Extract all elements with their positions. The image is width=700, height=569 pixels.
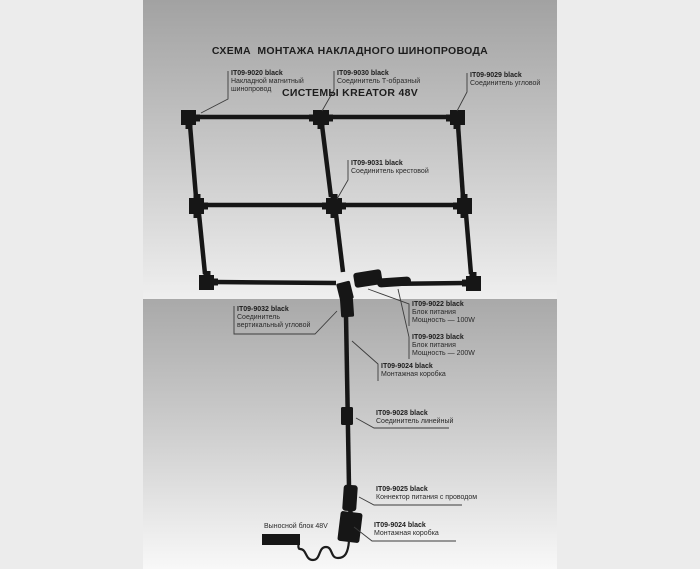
part-label-9020 xyxy=(231,70,304,94)
linear-connector xyxy=(341,407,353,425)
part-desc: Соединитель xyxy=(237,314,280,321)
vertical-corner-connector xyxy=(336,281,354,318)
part-label-9032 xyxy=(237,306,310,330)
part-desc: Накладной магнитный xyxy=(231,78,304,85)
power-feed-connector xyxy=(342,485,358,512)
part-label-9022 xyxy=(412,301,475,325)
external-driver-block xyxy=(262,534,300,545)
part-desc: вертикальный угловой xyxy=(237,322,311,329)
part-desc: Мощность — 100W xyxy=(412,317,475,324)
supply-cable xyxy=(298,541,349,560)
part-code: IT09-9024 black xyxy=(374,522,426,529)
part-desc: Выносной блок 48V xyxy=(264,523,328,530)
part-code: IT09-9032 black xyxy=(237,306,289,313)
page-title-line2: СИСТЕМЫ KREATOR 48V xyxy=(281,87,419,99)
corner-connector-bottom-left xyxy=(199,271,218,290)
part-desc: Монтажная коробка xyxy=(381,371,446,378)
part-label-9025 xyxy=(376,486,477,502)
part-label-9024-top xyxy=(381,363,446,379)
part-desc: Блок питания xyxy=(412,342,456,349)
part-desc: Соединитель угловой xyxy=(470,80,541,87)
part-label-9031 xyxy=(351,160,429,176)
part-desc: Блок питания xyxy=(412,309,456,316)
part-desc: Монтажная коробка xyxy=(374,530,439,537)
part-code: IT09-9022 black xyxy=(412,301,464,308)
part-label-9023 xyxy=(412,334,475,358)
part-label-9028 xyxy=(376,410,453,426)
part-code: IT09-9028 black xyxy=(376,410,428,417)
part-code: IT09-9031 black xyxy=(351,160,403,167)
track-connectors xyxy=(181,110,481,291)
mounting-box xyxy=(337,511,362,543)
part-code: IT09-9024 black xyxy=(381,363,433,370)
part-label-9024-bottom xyxy=(374,522,439,538)
corner-connector-bottom-right xyxy=(462,272,481,291)
t-connector-mid-right xyxy=(453,194,472,218)
part-desc: шинопровод xyxy=(231,86,272,93)
part-code: IT09-9025 black xyxy=(376,486,428,493)
part-label-9029 xyxy=(470,72,540,88)
part-code: IT09-9020 black xyxy=(231,70,283,77)
part-code: IT09-9029 black xyxy=(470,72,522,79)
cross-connector-center xyxy=(322,194,346,218)
part-code: IT09-9030 black xyxy=(337,70,389,77)
t-connector-mid-left xyxy=(189,194,208,218)
part-desc: Коннектор питания с проводом xyxy=(376,494,478,501)
part-code: IT09-9023 black xyxy=(412,334,464,341)
part-desc: Соединитель Т-образный xyxy=(337,78,421,85)
part-label-9030 xyxy=(337,70,420,86)
part-desc: Соединитель линейный xyxy=(376,418,454,425)
external-block-label xyxy=(264,523,328,531)
power-supply-units xyxy=(353,269,411,288)
page-title-line1: СХЕМА МОНТАЖА НАКЛАДНОГО ШИНОПРОВОДА xyxy=(211,45,489,57)
part-desc: Мощность — 200W xyxy=(412,350,475,357)
part-desc: Соединитель крестовой xyxy=(351,168,429,175)
